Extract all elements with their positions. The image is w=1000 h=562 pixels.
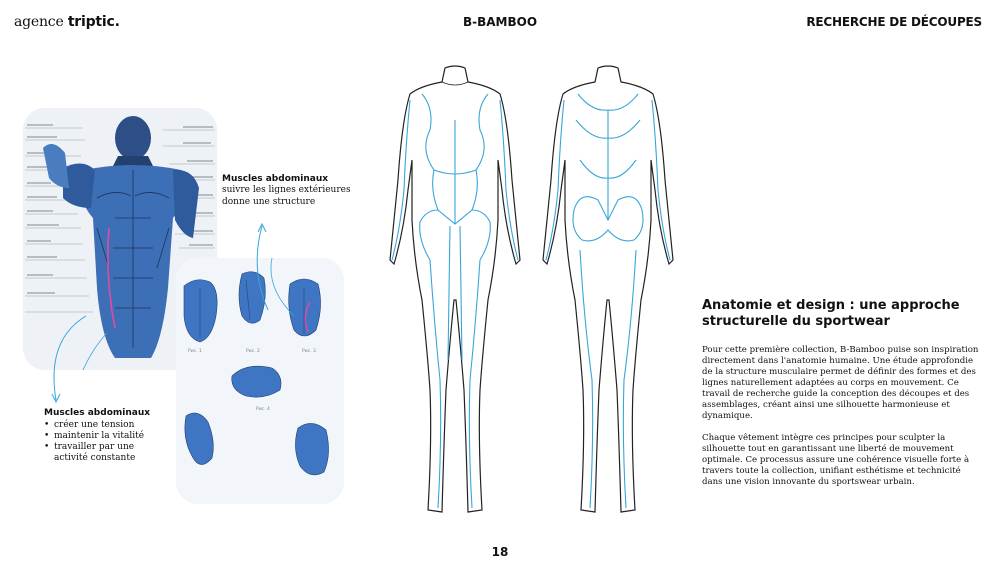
annotation-abdominal-bottom — [44, 408, 164, 464]
annotation-text: suivre les lignes extérieures donne une structure — [222, 185, 351, 207]
svg-text:Рис. 1: Рис. 1 — [188, 349, 202, 354]
brand-prefix: agence — [14, 14, 64, 30]
document-title: B-BAMBOO — [462, 15, 538, 29]
section-heading: Anatomie et design : une approche structurelle du sportwear — [702, 298, 960, 329]
section-body — [702, 345, 982, 499]
annotation-list — [44, 420, 164, 464]
page-number: 18 — [491, 545, 509, 559]
annotation-title: Muscles abdominaux — [44, 408, 151, 418]
bodysuit-technical-drawing — [330, 60, 760, 520]
svg-text:Рис. 2: Рис. 2 — [246, 349, 260, 354]
list-item: • travailler par une activité constante — [44, 442, 164, 464]
list-item: • créer une tension — [44, 420, 164, 431]
svg-text:Рис. 4: Рис. 4 — [256, 407, 270, 412]
list-item: • maintenir la vitalité — [44, 431, 164, 442]
section-title: RECHERCHE DE DÉCOUPES — [806, 15, 982, 29]
annotation-title: Muscles abdominaux — [222, 174, 329, 184]
back-seam-lines — [546, 94, 670, 508]
paragraph: Chaque vêtement intègre ces principes pour sculpter la silhouette tout en garantissant une liberté de mouvement optimale. Ce processus assure une cohérence visuelle forte à travers toute la collection, unifiant esthétisme et technicité dans une vision innovante du sportswear urbain. — [702, 433, 970, 487]
brand-name: triptic. — [67, 14, 120, 30]
svg-text:Рис. 3: Рис. 3 — [302, 349, 316, 354]
front-seam-lines — [392, 94, 518, 508]
paragraph: Pour cette première collection, B-Bamboo puise son inspiration directement dans l'anatomie humaine. Une étude approfondie de la structure musculaire permet de définir des formes et des lignes naturellement adaptées au corps en mouvement. Ce travail de recherche guide la conception des découpes et des assemblages, créant ainsi une silhouette harmonieuse et dynamique. — [702, 345, 979, 421]
